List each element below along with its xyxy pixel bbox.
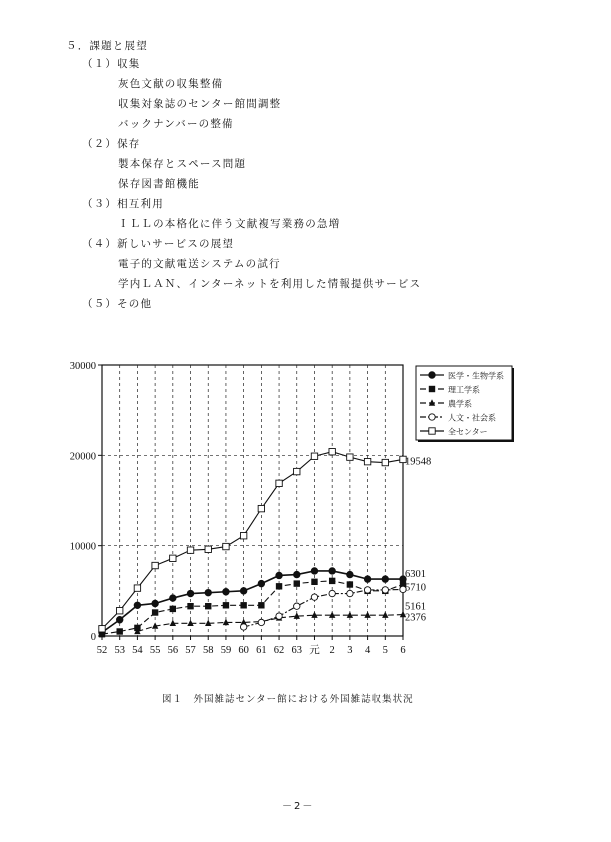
data-point (170, 606, 176, 612)
data-point (223, 602, 229, 608)
data-point (382, 587, 388, 593)
legend-label: 医学・生物学系 (448, 371, 504, 381)
data-point (276, 480, 282, 486)
x-tick-label: 63 (291, 645, 303, 656)
x-tick-label: 5 (382, 645, 388, 656)
data-point (258, 505, 264, 511)
x-tick-label: 61 (256, 645, 267, 656)
x-tick-label: 62 (273, 645, 285, 656)
series-line (102, 452, 403, 629)
data-point (117, 628, 123, 634)
outline-item-5: （５）その他 (82, 298, 153, 310)
series-line (137, 615, 403, 632)
legend-label: 人文・社会系 (448, 413, 496, 423)
x-tick-label: 54 (132, 645, 143, 656)
legend-swatch-marker (429, 372, 435, 378)
data-point (347, 581, 353, 587)
data-point (276, 583, 282, 589)
data-point (329, 590, 335, 596)
page-number: －2－ (282, 801, 315, 812)
data-point (329, 568, 335, 574)
legend-swatch-marker (429, 386, 435, 392)
outline-item-1: （１）収集 (82, 58, 141, 70)
data-point (258, 602, 264, 608)
data-point (152, 600, 158, 606)
x-tick-label: 2 (329, 645, 335, 656)
series-4 (240, 586, 406, 630)
data-point (294, 580, 300, 586)
outline-item-2-1: 製本保存とスペース問題 (118, 158, 247, 170)
data-point (223, 543, 229, 549)
data-point (347, 454, 353, 460)
outline-item-1-3: バックナンバーの整備 (118, 118, 234, 130)
end-value-label: 5710 (405, 582, 426, 594)
series-3 (134, 611, 406, 634)
data-point (205, 603, 211, 609)
data-point (117, 617, 123, 623)
data-point (311, 579, 317, 585)
section-title: ５．課題と展望 (66, 40, 148, 52)
data-point (152, 609, 158, 615)
data-point (99, 626, 105, 632)
data-point (205, 546, 211, 552)
x-tick-label: 58 (202, 645, 214, 656)
y-tick-label: 30000 (69, 361, 96, 372)
data-point (240, 588, 246, 594)
x-tick-label: 3 (347, 645, 353, 656)
data-point (294, 571, 300, 577)
data-point (311, 594, 317, 600)
x-tick-label: 52 (96, 645, 108, 656)
data-point (294, 603, 300, 609)
data-point (187, 590, 193, 596)
data-point (364, 587, 370, 593)
y-tick-label: 10000 (69, 541, 96, 553)
legend-swatch-marker (429, 428, 435, 434)
legend-label: 全センター (448, 427, 488, 437)
data-point (311, 568, 317, 574)
data-point (134, 602, 140, 608)
end-value-label: 19548 (405, 456, 432, 468)
outline-item-2-2: 保存図書館機能 (118, 178, 200, 190)
data-point (364, 576, 370, 582)
y-tick-label: 0 (90, 632, 96, 643)
x-tick-label: 56 (167, 645, 179, 656)
outline-item-4-2: 学内ＬＡＮ、インターネットを利用した情報提供サービス (118, 278, 422, 290)
data-point (240, 533, 246, 539)
data-point (223, 589, 229, 595)
data-point (329, 578, 335, 584)
x-tick-label: 59 (220, 645, 232, 656)
outline-item-2: （２）保存 (82, 138, 141, 150)
x-tick-label: 60 (238, 645, 249, 656)
data-point (134, 585, 140, 591)
outline-item-3-1: ＩＬＬの本格化に伴う文献複写業務の急増 (118, 218, 341, 230)
outline-item-1-1: 灰色文献の収集整備 (118, 78, 224, 90)
data-point (187, 603, 193, 609)
data-point (240, 624, 246, 630)
data-point (258, 619, 264, 625)
outline-item-4-1: 電子的文献電送システムの試行 (118, 258, 281, 270)
data-point (240, 602, 246, 608)
series-line (102, 571, 403, 632)
data-point (382, 459, 388, 465)
data-point (152, 562, 158, 568)
data-point (294, 468, 300, 474)
outline-item-4: （４）新しいサービスの展望 (82, 238, 235, 250)
x-tick-label: 元 (309, 645, 320, 656)
x-tick-label: 53 (114, 645, 125, 656)
outline-item-3: （３）相互利用 (82, 198, 164, 210)
legend-swatch-marker (429, 414, 435, 420)
end-value-label: 6301 (405, 569, 426, 581)
y-tick-label: 20000 (69, 451, 96, 463)
data-point (311, 453, 317, 459)
legend-label: 理工学系 (448, 385, 480, 395)
x-tick-label: 6 (400, 645, 406, 656)
x-tick-label: 57 (185, 645, 196, 656)
x-tick-label: 55 (149, 645, 161, 656)
series-line (102, 581, 403, 634)
data-point (329, 449, 335, 455)
data-point (276, 572, 282, 578)
data-point (364, 458, 370, 464)
data-point (117, 608, 123, 614)
data-point (170, 555, 176, 561)
data-point (347, 590, 353, 596)
x-tick-label: 4 (364, 645, 371, 656)
data-point (205, 589, 211, 595)
series-line (244, 589, 403, 627)
data-point (258, 580, 264, 586)
outline-item-1-2: 収集対象誌のセンター館間調整 (118, 98, 282, 110)
data-point (170, 595, 176, 601)
figure-caption: 図１ 外国雑誌センター館における外国雑誌収集状況 (162, 694, 414, 705)
plot-frame (102, 365, 403, 636)
data-point (187, 547, 193, 553)
end-value-label: 2376 (405, 612, 426, 624)
data-point (276, 613, 282, 619)
legend-label: 農学系 (448, 399, 472, 409)
end-value-label: 5161 (405, 601, 426, 613)
data-point (382, 576, 388, 582)
data-point (347, 571, 353, 577)
